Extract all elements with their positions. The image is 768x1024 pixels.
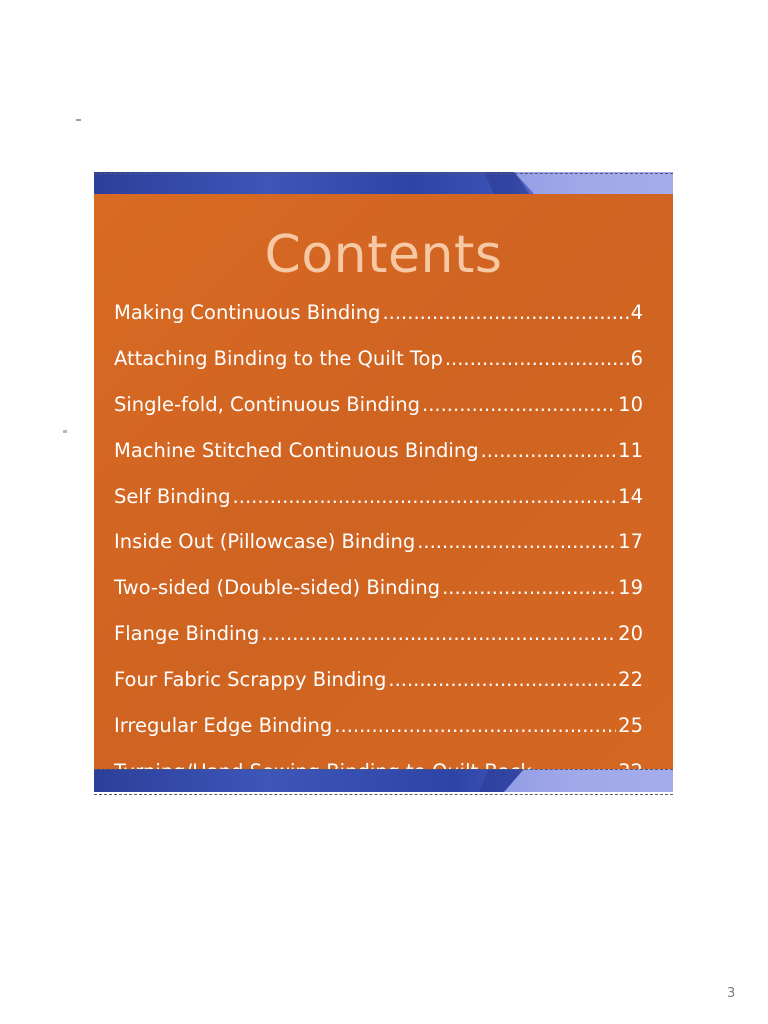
bottom-band-shading bbox=[94, 769, 673, 792]
toc-entry[interactable] bbox=[114, 714, 643, 760]
contents-title: Contents bbox=[264, 225, 503, 285]
toc-entry[interactable] bbox=[114, 485, 643, 531]
page-number: 3 bbox=[727, 986, 736, 1001]
top-band-shading bbox=[94, 172, 673, 194]
top-fabric-band bbox=[94, 172, 673, 194]
toc-entry-label: Attaching Binding to the Quilt Top bbox=[114, 346, 443, 370]
scan-speck bbox=[63, 430, 67, 433]
toc-list bbox=[114, 301, 643, 806]
toc-leader-dots bbox=[422, 393, 616, 416]
contents-panel bbox=[94, 172, 673, 792]
toc-entry-label: Making Continuous Binding bbox=[114, 301, 381, 324]
toc-entry-label: Self Binding bbox=[114, 484, 231, 508]
toc-entry-page: 14 bbox=[618, 484, 643, 508]
toc-leader-dots bbox=[417, 530, 616, 553]
toc-leader-dots bbox=[334, 714, 616, 737]
toc-entry-label: Single-fold, Continuous Binding bbox=[114, 392, 420, 416]
toc-entry-page: 6 bbox=[630, 346, 643, 370]
toc-leader-dots bbox=[481, 439, 617, 462]
toc-entry-page: 4 bbox=[630, 301, 643, 324]
bottom-stitch-line-upper bbox=[94, 769, 673, 770]
toc-leader-dots bbox=[442, 576, 616, 599]
toc-entry[interactable] bbox=[114, 668, 643, 714]
toc-entry[interactable] bbox=[114, 393, 643, 439]
toc-entry-page: 25 bbox=[618, 714, 643, 738]
toc-entry-label: Irregular Edge Binding bbox=[114, 714, 333, 738]
toc-leader-dots bbox=[261, 622, 616, 645]
toc-entry[interactable] bbox=[114, 439, 643, 485]
toc-entry-label: Four Fabric Scrappy Binding bbox=[114, 668, 387, 692]
toc-leader-dots bbox=[445, 347, 629, 370]
toc-entry[interactable] bbox=[114, 301, 643, 347]
toc-entry[interactable] bbox=[114, 576, 643, 622]
bottom-fabric-band bbox=[94, 769, 673, 792]
toc-entry[interactable] bbox=[114, 530, 643, 576]
toc-entry[interactable] bbox=[114, 347, 643, 393]
toc-entry-label: Inside Out (Pillowcase) Binding bbox=[114, 530, 416, 554]
toc-entry-page: 19 bbox=[618, 576, 643, 600]
toc-entry-page: 22 bbox=[618, 668, 643, 692]
toc-leader-dots bbox=[388, 668, 616, 691]
toc-leader-dots bbox=[382, 301, 628, 324]
bottom-stitch-line-lower bbox=[94, 794, 673, 795]
toc-entry-label: Flange Binding bbox=[114, 622, 260, 646]
toc-entry-page: 17 bbox=[618, 530, 643, 554]
toc-leader-dots bbox=[233, 485, 617, 508]
scan-speck bbox=[76, 119, 81, 121]
toc-entry[interactable] bbox=[114, 622, 643, 668]
toc-entry-label: Two-sided (Double-sided) Binding bbox=[114, 576, 441, 600]
top-stitch-line-upper bbox=[94, 173, 673, 174]
toc-entry-page: 11 bbox=[618, 438, 643, 462]
toc-entry-page: 10 bbox=[618, 392, 643, 416]
toc-entry-label: Machine Stitched Continuous Binding bbox=[114, 438, 479, 462]
orange-contents-block bbox=[94, 194, 673, 769]
toc-entry-page: 20 bbox=[618, 622, 643, 646]
